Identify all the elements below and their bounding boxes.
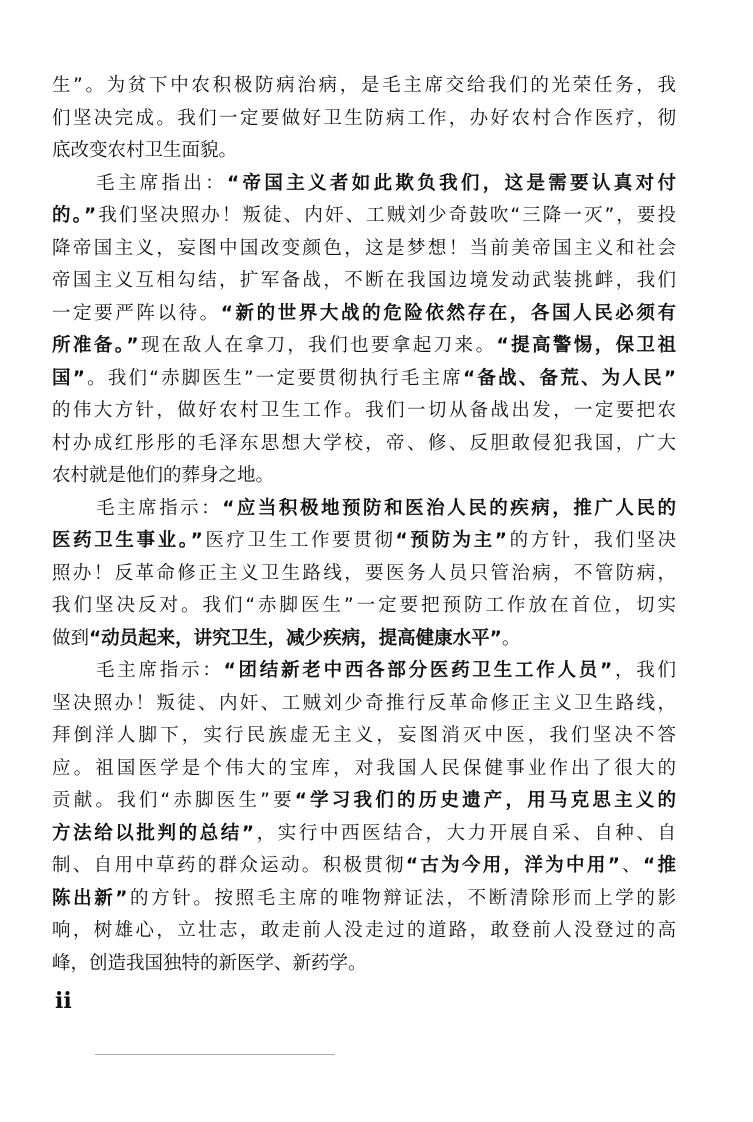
text-segment: 生”。为贫下中农积极防病治病，是毛主席交给我们的光荣任务，我 xyxy=(52,75,676,96)
quotation-bold: “提高警惕，保卫祖 xyxy=(496,335,676,356)
quotation-bold: “新的世界大战的危险依然存在，各国人民必须有 xyxy=(220,302,676,324)
quotation-bold: “动员起来，讲究卫生，减少疾病，提高健康水平” xyxy=(89,627,502,649)
text-line xyxy=(52,460,676,493)
text-segment: 毛主席指出： xyxy=(96,172,228,194)
text-line xyxy=(52,785,676,818)
text-segment: 坚决照办！叛徒、内奸、工贼刘少奇推行反革命修正主义卫生路线， xyxy=(52,692,676,714)
text-segment: 医疗卫生工作要贯彻 xyxy=(202,530,396,551)
text-segment: 一定要严阵以待。 xyxy=(52,302,221,324)
text-line xyxy=(52,623,676,656)
body-text xyxy=(52,70,676,980)
text-line xyxy=(52,525,676,558)
text-line xyxy=(52,493,676,526)
text-line xyxy=(52,330,676,363)
text-segment: 制、自用中草药的群众运动。积极贯彻 xyxy=(52,855,406,876)
text-line xyxy=(52,395,676,428)
text-line xyxy=(52,265,676,298)
text-segment: ，实行中西医结合，大力开展自采、自种、自 xyxy=(254,822,676,844)
text-line xyxy=(52,70,676,103)
text-line xyxy=(52,200,676,233)
text-segment: 照办！反革命修正主义卫生路线，要医务人员只管治病，不管防病， xyxy=(52,562,676,584)
quotation-bold: “预防为主” xyxy=(395,530,507,551)
quotation-bold: 方法给以批判的总结” xyxy=(52,822,255,844)
text-segment: 、 xyxy=(619,855,643,876)
text-line xyxy=(52,850,676,883)
quotation-bold: “推 xyxy=(643,855,676,876)
text-line xyxy=(52,558,676,591)
text-line xyxy=(52,590,676,623)
text-segment: 农村就是他们的葬身之地。 xyxy=(52,465,275,486)
quotation-bold: 医药卫生事业。” xyxy=(52,530,203,551)
text-line xyxy=(52,883,676,916)
text-line xyxy=(52,915,676,948)
text-line xyxy=(52,818,676,851)
text-segment: 响，树雄心，立壮志，敢走前人没走过的道路，敢登前人没登过的高 xyxy=(52,920,676,941)
page-number: ii xyxy=(55,988,72,1014)
text-line xyxy=(52,168,676,201)
text-segment: 我们坚决照办！叛徒、内奸、工贼刘少奇鼓吹“三降一灭”，要投 xyxy=(96,205,676,226)
quotation-bold: 国” xyxy=(52,367,85,389)
text-segment: 降帝国主义，妄图中国改变颜色，这是梦想！当前美帝国主义和社会 xyxy=(52,237,676,259)
text-line xyxy=(52,655,676,688)
text-segment: 的方针，我们坚决 xyxy=(506,530,676,551)
footer-rule xyxy=(95,1054,335,1055)
text-segment: 应。祖国医学是个伟大的宝库，对我国人民保健事业作出了很大的 xyxy=(52,757,676,779)
text-line xyxy=(52,298,676,331)
quotation-bold: “应当积极地预防和医治人民的疾病，推广人民的 xyxy=(222,497,676,519)
text-line xyxy=(52,753,676,786)
text-line xyxy=(52,135,676,168)
text-segment: 村办成红彤彤的毛泽东思想大学校，帝、修、反胆敢侵犯我国，广大 xyxy=(52,432,676,454)
quotation-bold: 所准备。” xyxy=(52,335,139,356)
text-segment: 我们坚决反对。我们“赤脚医生”一定要把预防工作放在首位，切实 xyxy=(52,595,676,616)
quotation-bold: “古为今用，洋为中用” xyxy=(405,855,620,876)
text-line xyxy=(52,363,676,396)
text-line xyxy=(52,688,676,721)
quotation-bold: 陈出新” xyxy=(52,887,128,909)
text-segment: 。 xyxy=(501,627,521,649)
quotation-bold: “团结新老中西各部分医药卫生工作人员” xyxy=(223,660,613,681)
quotation-bold: “学习我们的历史遗产，用马克思主义的 xyxy=(294,790,676,811)
text-segment: 峰，创造我国独特的新医学、新药学。 xyxy=(52,952,367,974)
text-line xyxy=(52,720,676,753)
quotation-bold: “备战、备荒、为人民” xyxy=(462,367,676,389)
text-segment: 毛主席指示： xyxy=(96,660,224,681)
text-segment: 们坚决完成。我们一定要做好卫生防病工作，办好农村合作医疗，彻 xyxy=(52,107,676,129)
text-line xyxy=(52,233,676,266)
text-segment: 帝国主义互相勾结，扩军备战，不断在我国边境发动武装挑衅，我们 xyxy=(52,270,676,291)
text-segment: 底改变农村卫生面貌。 xyxy=(52,140,238,161)
text-line xyxy=(52,103,676,136)
text-segment: 的方针。按照毛主席的唯物辩证法，不断清除形而上学的影 xyxy=(127,887,676,909)
text-line xyxy=(52,948,676,981)
text-segment: 的伟大方针，做好农村卫生工作。我们一切从备战出发，一定要把农 xyxy=(52,400,676,421)
text-segment: 毛主席指示： xyxy=(96,497,223,519)
quotation-bold: “帝国主义者如此欺负我们，这是需要认真对付 xyxy=(227,172,676,194)
text-segment: ，我们 xyxy=(612,660,676,681)
text-segment: 。我们“赤脚医生”一定要贯彻执行毛主席 xyxy=(84,367,463,389)
text-segment: 做到 xyxy=(52,627,90,649)
quotation-bold: 的。” xyxy=(52,205,97,226)
text-segment: 现在敌人在拿刀，我们也要拿起刀来。 xyxy=(138,335,497,356)
text-segment: 贡献。我们“赤脚医生”要 xyxy=(52,790,295,811)
text-segment: 拜倒洋人脚下，实行民族虚无主义，妄图消灭中医，我们坚决不答 xyxy=(52,725,676,746)
text-line xyxy=(52,428,676,461)
